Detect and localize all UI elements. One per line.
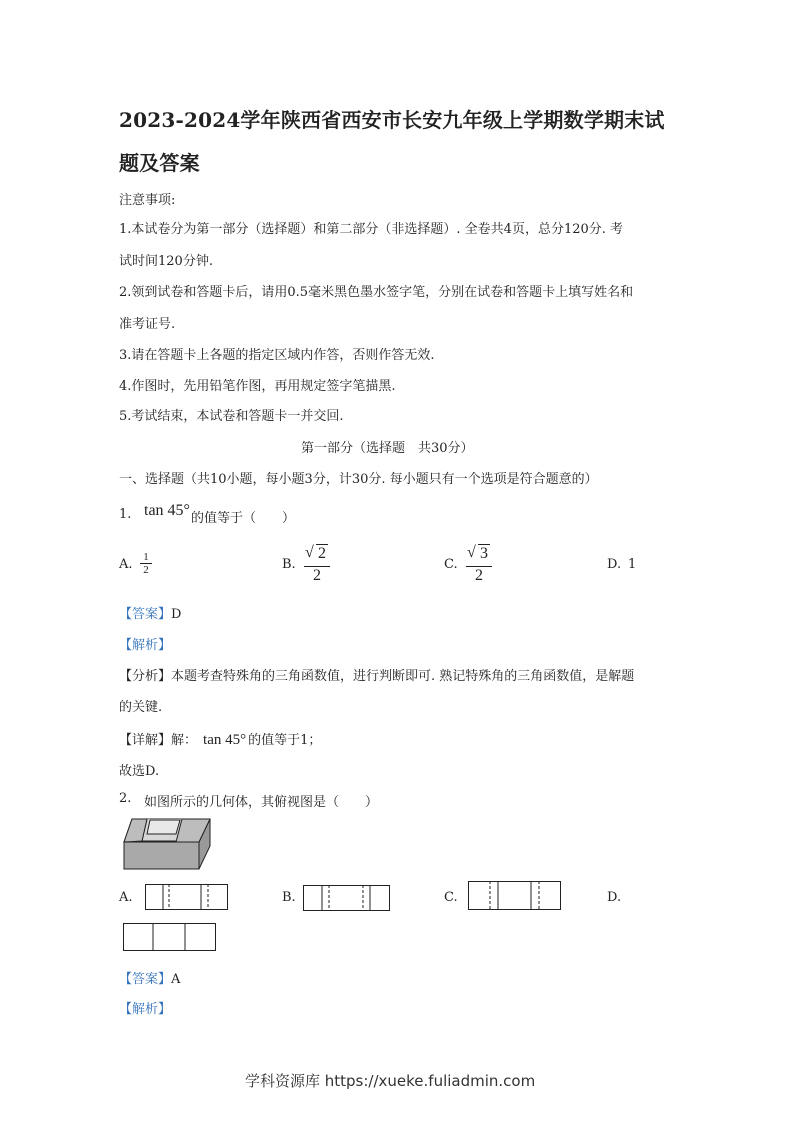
q2-option-b-view[interactable] [303,885,391,912]
analysis-tag: 【解析】 [119,1002,172,1017]
q1-detail [119,729,321,749]
q1-expression: tan 45° [144,502,190,519]
radical-sign-icon: √ [467,544,476,561]
notice-line: 准考证号. [119,317,176,332]
footer-source: 学科资源库 https://xueke.fuliadmin.com [245,1072,536,1090]
notice-heading: 注意事项: [119,193,176,208]
q1-answer [119,603,181,622]
detail-tag: 【详解】 [119,733,172,748]
q2-option-a-view[interactable] [145,884,229,911]
answer-value: A [171,972,181,987]
q2-number: 2. [119,791,132,806]
radical-sign-icon: √ [305,544,314,561]
option-a-fraction [140,551,152,576]
q1-number: 1. [119,507,132,522]
q2-option-d-view[interactable] [123,923,217,952]
detail-prefix: 解： [171,733,198,748]
q2-option-d-label: D. [607,890,622,905]
answer-value: D [171,607,182,622]
notice-line: 试时间120分钟. [119,254,213,269]
part-title: 第一部分（选择题 共30分） [301,441,474,456]
q1-stem: 的值等于（ ） [191,511,296,526]
notice-line: 2.领到试卷和答题卡后，请用0.5毫米黑色墨水签字笔，分别在试卷和答题卡上填写姓名和 [119,285,634,300]
notice-line: 5.考试结束，本试卷和答题卡一并交回. [119,409,344,424]
q2-option-a-label: A. [119,890,133,905]
denominator: 2 [466,566,492,585]
answer-tag: 【答案】 [119,972,172,987]
answer-tag: 【答案】 [119,607,172,622]
q1-fenxi-line-2: 的关键. [119,700,163,715]
section-heading: 一、选择题（共10小题，每小题3分，计30分. 每小题只有一个选项是符合题意的） [119,472,598,487]
radicand: 3 [480,545,488,562]
option-a-label: A. [119,557,133,572]
notice-line: 3.请在答题卡上各题的指定区域内作答，否则作答无效. [119,348,435,363]
option-c-fraction [466,544,492,585]
q2-option-c-label: C. [444,890,458,905]
q2-stem: 如图所示的几何体，其俯视图是（ ） [144,795,379,810]
title-line-2: 题及答案 [119,151,200,175]
numerator-radical [304,544,330,564]
option-d-value: 1 [628,557,637,572]
analysis-tag: 【解析】 [119,638,172,653]
option-b-fraction [304,544,330,585]
radicand: 2 [318,545,326,562]
numerator: 1 [143,551,149,563]
q2-answer [119,968,180,987]
q2-option-c-view[interactable] [468,881,562,911]
title-line-1: 2023-2024学年陕西省西安市长安九年级上学期数学期末试 [119,108,665,132]
fenxi-text: 本题考查特殊角的三角函数值，进行判断即可. 熟记特殊角的三角函数值，是解题 [171,669,635,684]
q2-option-b-label: B. [282,890,296,905]
q1-conclusion: 故选D. [119,764,160,779]
denominator: 2 [140,563,152,576]
option-d-label: D. [607,557,622,572]
notice-line: 4.作图时，先用铅笔作图，再用规定签字笔描黑. [119,379,396,394]
q1-fenxi-line-1 [119,665,634,684]
option-c-label: C. [444,557,458,572]
notice-line: 1.本试卷分为第一部分（选择题）和第二部分（非选择题）. 全卷共4页，总分120分. 考 [119,222,624,237]
option-b-label: B. [282,557,296,572]
fenxi-tag: 【分析】 [119,669,172,684]
detail-suffix: 的值等于1； [248,733,322,748]
numerator-radical [466,544,492,564]
detail-expression: tan 45° [203,732,247,748]
geometric-solid-figure [120,815,215,873]
denominator: 2 [304,566,330,585]
